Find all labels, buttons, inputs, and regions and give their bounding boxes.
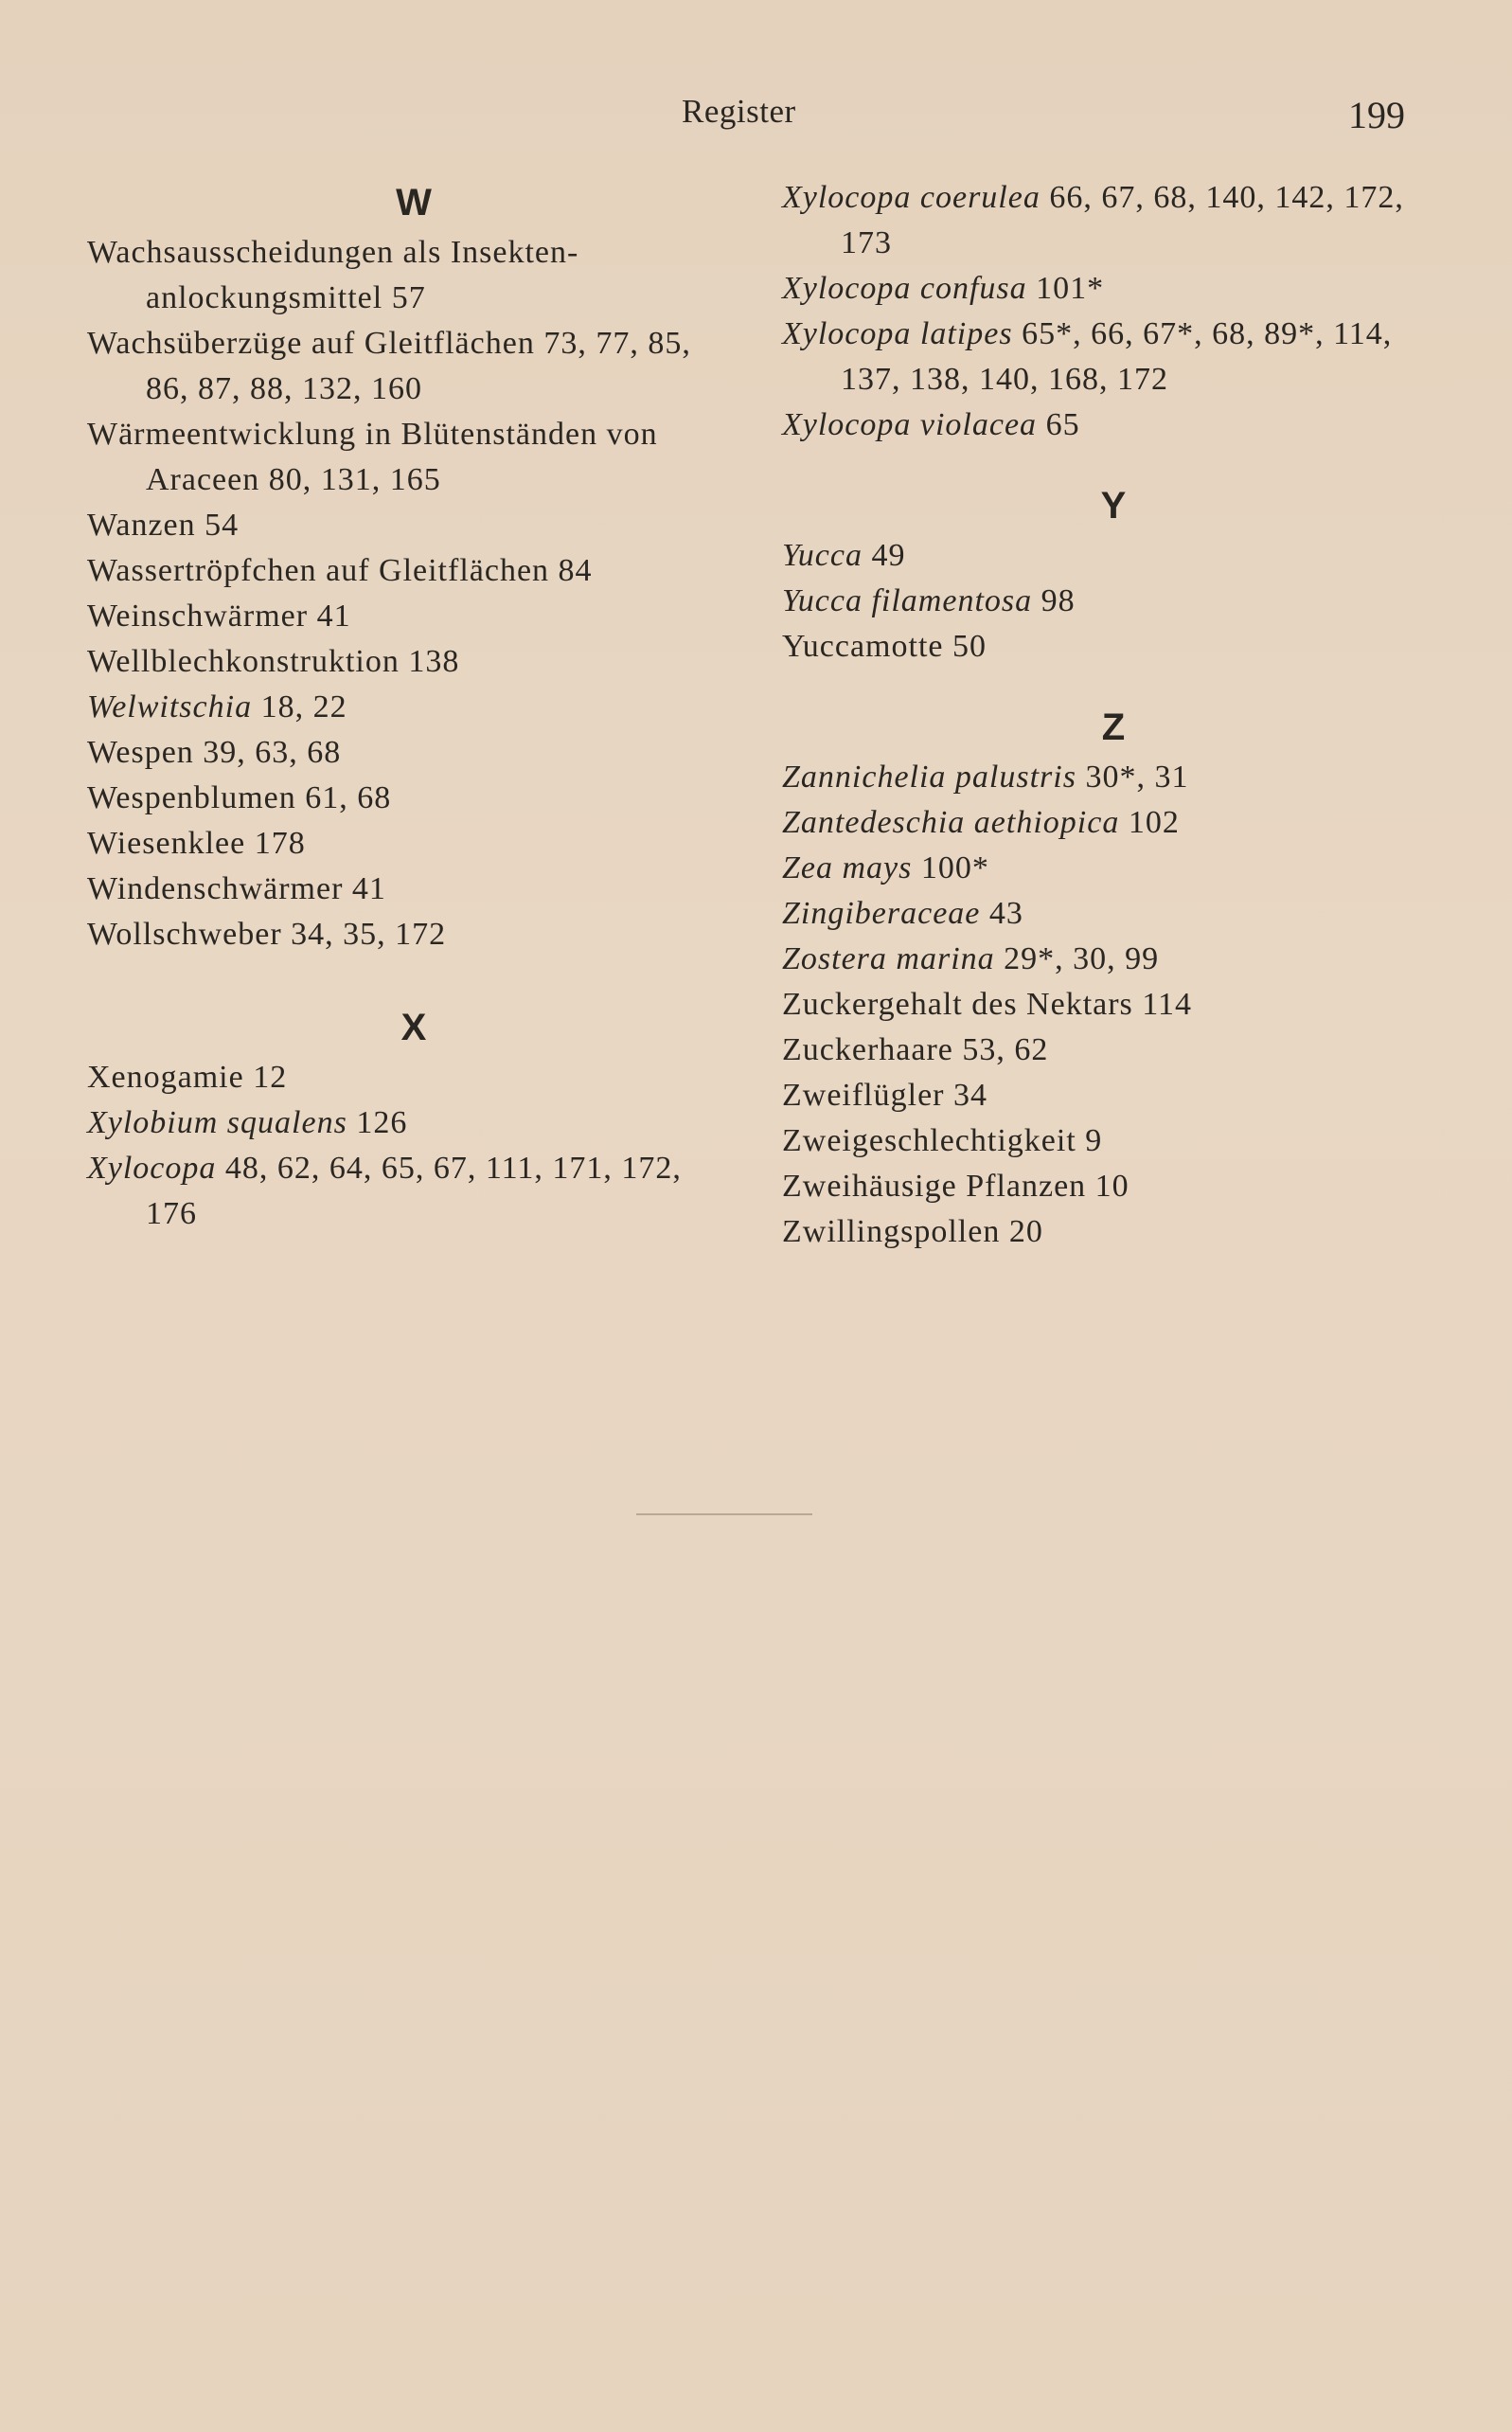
index-term: Xylocopa latipes xyxy=(782,316,1013,351)
index-entry xyxy=(87,867,740,912)
index-entry xyxy=(782,533,1445,579)
index-entry xyxy=(87,776,740,821)
index-term: Zweihäusige Pflanzen xyxy=(782,1169,1087,1204)
index-column-left xyxy=(87,175,740,1237)
index-term: Wärmeentwicklung in Blütenständen von Araceen xyxy=(87,417,658,497)
page-number: 199 xyxy=(1348,94,1405,136)
page-references: 43 xyxy=(988,896,1023,931)
index-term: Zweiflügler xyxy=(782,1078,945,1113)
index-entry xyxy=(87,821,740,867)
page-references: 114 xyxy=(1142,987,1193,1022)
page-references: 126 xyxy=(356,1105,408,1140)
index-term: Wiesenklee xyxy=(87,826,246,861)
index-entry xyxy=(87,230,740,321)
page-references: 48, 62, 64, 65, 67, 111, 171, 172, 176 xyxy=(146,1151,682,1231)
index-term: Zannichelia palustris xyxy=(782,760,1076,795)
index-entry xyxy=(782,624,1445,670)
index-term: Windenschwärmer xyxy=(87,871,344,906)
index-entry xyxy=(782,1164,1445,1209)
letter-heading-x: X xyxy=(400,1007,427,1048)
page-references: 34, 35, 172 xyxy=(291,917,447,952)
index-entry xyxy=(782,982,1445,1028)
index-entry xyxy=(782,1028,1445,1073)
index-term: Wanzen xyxy=(87,508,196,543)
index-term: Wespen xyxy=(87,735,194,770)
page-references: 50 xyxy=(952,629,987,664)
index-entry xyxy=(782,1073,1445,1118)
page-references: 102 xyxy=(1128,805,1180,840)
index-entry xyxy=(782,937,1445,982)
letter-heading-w: W xyxy=(396,182,432,224)
index-entry xyxy=(87,1146,740,1237)
page-references: 34 xyxy=(953,1078,987,1113)
index-entry xyxy=(87,912,740,957)
section-gap xyxy=(87,957,740,1000)
index-term: Xylocopa violacea xyxy=(782,407,1038,442)
page-references: 41 xyxy=(351,871,386,906)
index-entry xyxy=(782,755,1445,800)
letter-heading-z: Z xyxy=(1101,706,1126,748)
index-term: Wespenblumen xyxy=(87,780,296,815)
index-term: Xylocopa coerulea xyxy=(782,180,1041,215)
index-entry xyxy=(87,639,740,685)
index-entry xyxy=(782,579,1445,624)
page-references: 54 xyxy=(205,508,240,543)
index-term: Wachsüberzüge auf Gleitflächen xyxy=(87,326,535,361)
index-entry xyxy=(87,1055,740,1100)
page-references: 9 xyxy=(1085,1123,1103,1158)
index-entry xyxy=(782,846,1445,891)
page-references: 12 xyxy=(253,1060,288,1095)
index-term: Welwitschia xyxy=(87,689,253,724)
page-references: 39, 63, 68 xyxy=(203,735,342,770)
index-entry xyxy=(87,685,740,730)
index-term: Zuckerhaare xyxy=(782,1032,953,1067)
index-term: Yucca filamentosa xyxy=(782,583,1033,618)
page-references: 98 xyxy=(1041,583,1076,618)
page-references: 57 xyxy=(391,280,426,315)
index-term: Wollschweber xyxy=(87,917,282,952)
page-references: 20 xyxy=(1008,1214,1043,1249)
index-term: Zea mays xyxy=(782,850,913,885)
index-entry xyxy=(782,1209,1445,1255)
index-term: Yucca xyxy=(782,538,863,573)
index-term: Zostera marina xyxy=(782,941,995,976)
index-term: Xylocopa xyxy=(87,1151,217,1186)
page-references: 29*, 30, 99 xyxy=(1004,941,1160,976)
index-entry xyxy=(87,730,740,776)
index-column-right xyxy=(782,175,1445,1255)
index-term: Wellblechkonstruktion xyxy=(87,644,400,679)
page-references: 10 xyxy=(1094,1169,1130,1204)
index-entry xyxy=(87,1100,740,1146)
index-term: Zingiberaceae xyxy=(782,896,981,931)
page-references: 41 xyxy=(316,599,351,634)
index-term: Wassertröpfchen auf Gleitflächen xyxy=(87,553,550,588)
index-entry xyxy=(782,402,1445,448)
page-references: 101* xyxy=(1036,271,1105,306)
page-references: 61, 68 xyxy=(305,780,392,815)
index-entry xyxy=(87,503,740,548)
index-term: Xenogamie xyxy=(87,1060,244,1095)
index-entry xyxy=(782,266,1445,312)
index-term: Zuckergehalt des Nektars xyxy=(782,987,1133,1022)
page-references: 30*, 31 xyxy=(1085,760,1189,795)
index-term: Weinschwärmer xyxy=(87,599,309,634)
index-term: Zantedeschia aethiopica xyxy=(782,805,1120,840)
index-term: Zwillingspollen xyxy=(782,1214,1001,1249)
index-entry xyxy=(782,800,1445,846)
page-references: 138 xyxy=(408,644,460,679)
index-entry xyxy=(782,312,1445,402)
page-references: 100* xyxy=(920,850,989,885)
page-references: 66, 67, 68, 140, 142, 172, 173 xyxy=(841,180,1404,260)
index-entry xyxy=(87,548,740,594)
section-gap xyxy=(782,448,1445,478)
running-head: Register xyxy=(682,93,796,130)
page-references: 84 xyxy=(558,553,593,588)
index-entry xyxy=(782,175,1445,266)
index-term: Xylobium squalens xyxy=(87,1105,347,1140)
page-references: 178 xyxy=(254,826,306,861)
index-entry xyxy=(87,594,740,639)
page-references: 65 xyxy=(1045,407,1080,442)
page-references: 65*, 66, 67*, 68, 89*, 114, 137, 138, 140, 168, 172 xyxy=(841,316,1393,397)
page-references: 49 xyxy=(871,538,906,573)
page-references: 18, 22 xyxy=(260,689,347,724)
section-gap xyxy=(782,670,1445,700)
index-term: Yuccamotte xyxy=(782,629,944,664)
page-references: 53, 62 xyxy=(962,1032,1049,1067)
index-term: Zweigeschlechtigkeit xyxy=(782,1123,1076,1158)
index-term: Xylocopa confusa xyxy=(782,271,1027,306)
index-entry xyxy=(87,321,740,412)
page-references: 73, 77, 85, 86, 87, 88, 132, 160 xyxy=(146,326,691,406)
end-rule xyxy=(636,1513,812,1515)
index-entry xyxy=(87,412,740,503)
index-entry xyxy=(782,891,1445,937)
page-references: 80, 131, 165 xyxy=(268,462,441,497)
letter-heading-y: Y xyxy=(1100,485,1127,527)
index-term: Wachsausscheidungen als Insekten-anlockungsmittel xyxy=(87,235,579,315)
index-entry xyxy=(782,1118,1445,1164)
